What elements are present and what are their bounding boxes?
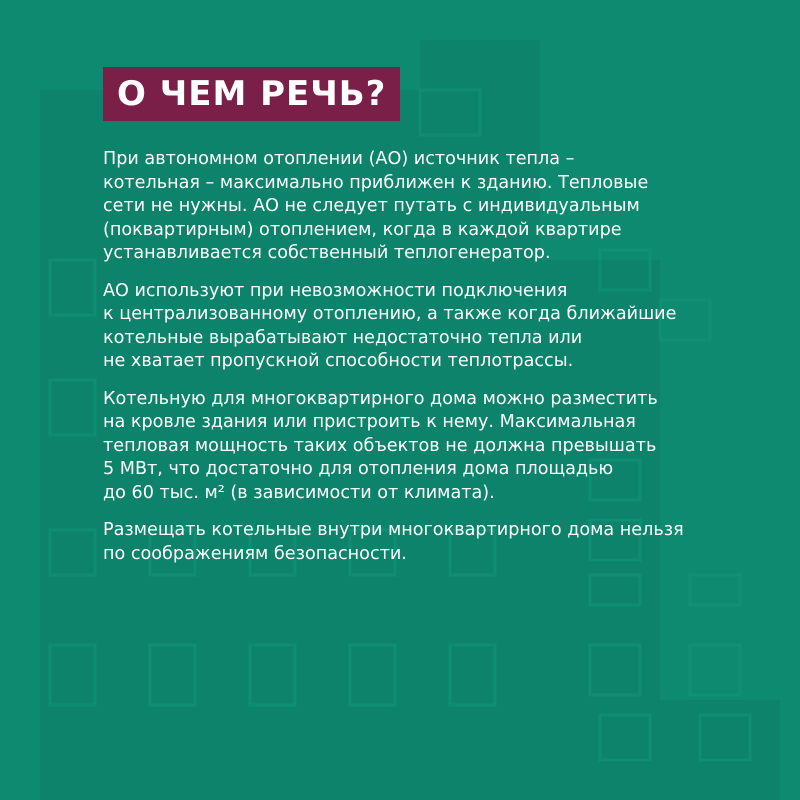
text-line: АО используют при невозможности подключения xyxy=(103,280,568,301)
text-line: котельные вырабатывают недостаточно тепла или xyxy=(103,327,583,348)
text-line: Размещать котельные внутри многоквартирного дома нельзя xyxy=(103,520,684,540)
text-line: до 60 тыс. м² (в зависимости от климата). xyxy=(103,482,495,503)
paragraph-2 xyxy=(103,280,753,374)
text-line: котельная – максимально приближен к зданию. Тепловые xyxy=(103,172,649,193)
text-line: не хватает пропускной способности теплотрассы. xyxy=(103,351,574,371)
text-line: (поквартирным) отоплением, когда в каждой квартире xyxy=(103,219,622,240)
page-title: О ЧЕМ РЕЧЬ? xyxy=(117,74,387,114)
text-line: устанавливается собственный теплогенератор. xyxy=(103,243,551,263)
text-line: на кровле здания или пристроить к нему. Максимальная xyxy=(103,412,636,432)
paragraph-3 xyxy=(103,388,753,506)
title-banner xyxy=(103,67,400,121)
text-line: к централизованному отоплению, а также когда ближайшие xyxy=(103,304,677,324)
article-body xyxy=(103,148,753,580)
paragraph-1 xyxy=(103,148,753,266)
paragraph-4 xyxy=(103,519,753,566)
text-line: 5 МВт, что достаточно для отопления дома площадью xyxy=(103,459,614,479)
text-line: При автономном отоплении (АО) источник тепла – xyxy=(103,149,575,169)
text-line: тепловая мощность таких объектов не должна превышать xyxy=(103,435,657,456)
text-line: сети не нужны. АО не следует путать с индивидуальным xyxy=(103,196,640,216)
text-line: по соображениям безопасности. xyxy=(103,543,407,564)
text-line: Котельную для многоквартирного дома можно разместить xyxy=(103,388,658,409)
